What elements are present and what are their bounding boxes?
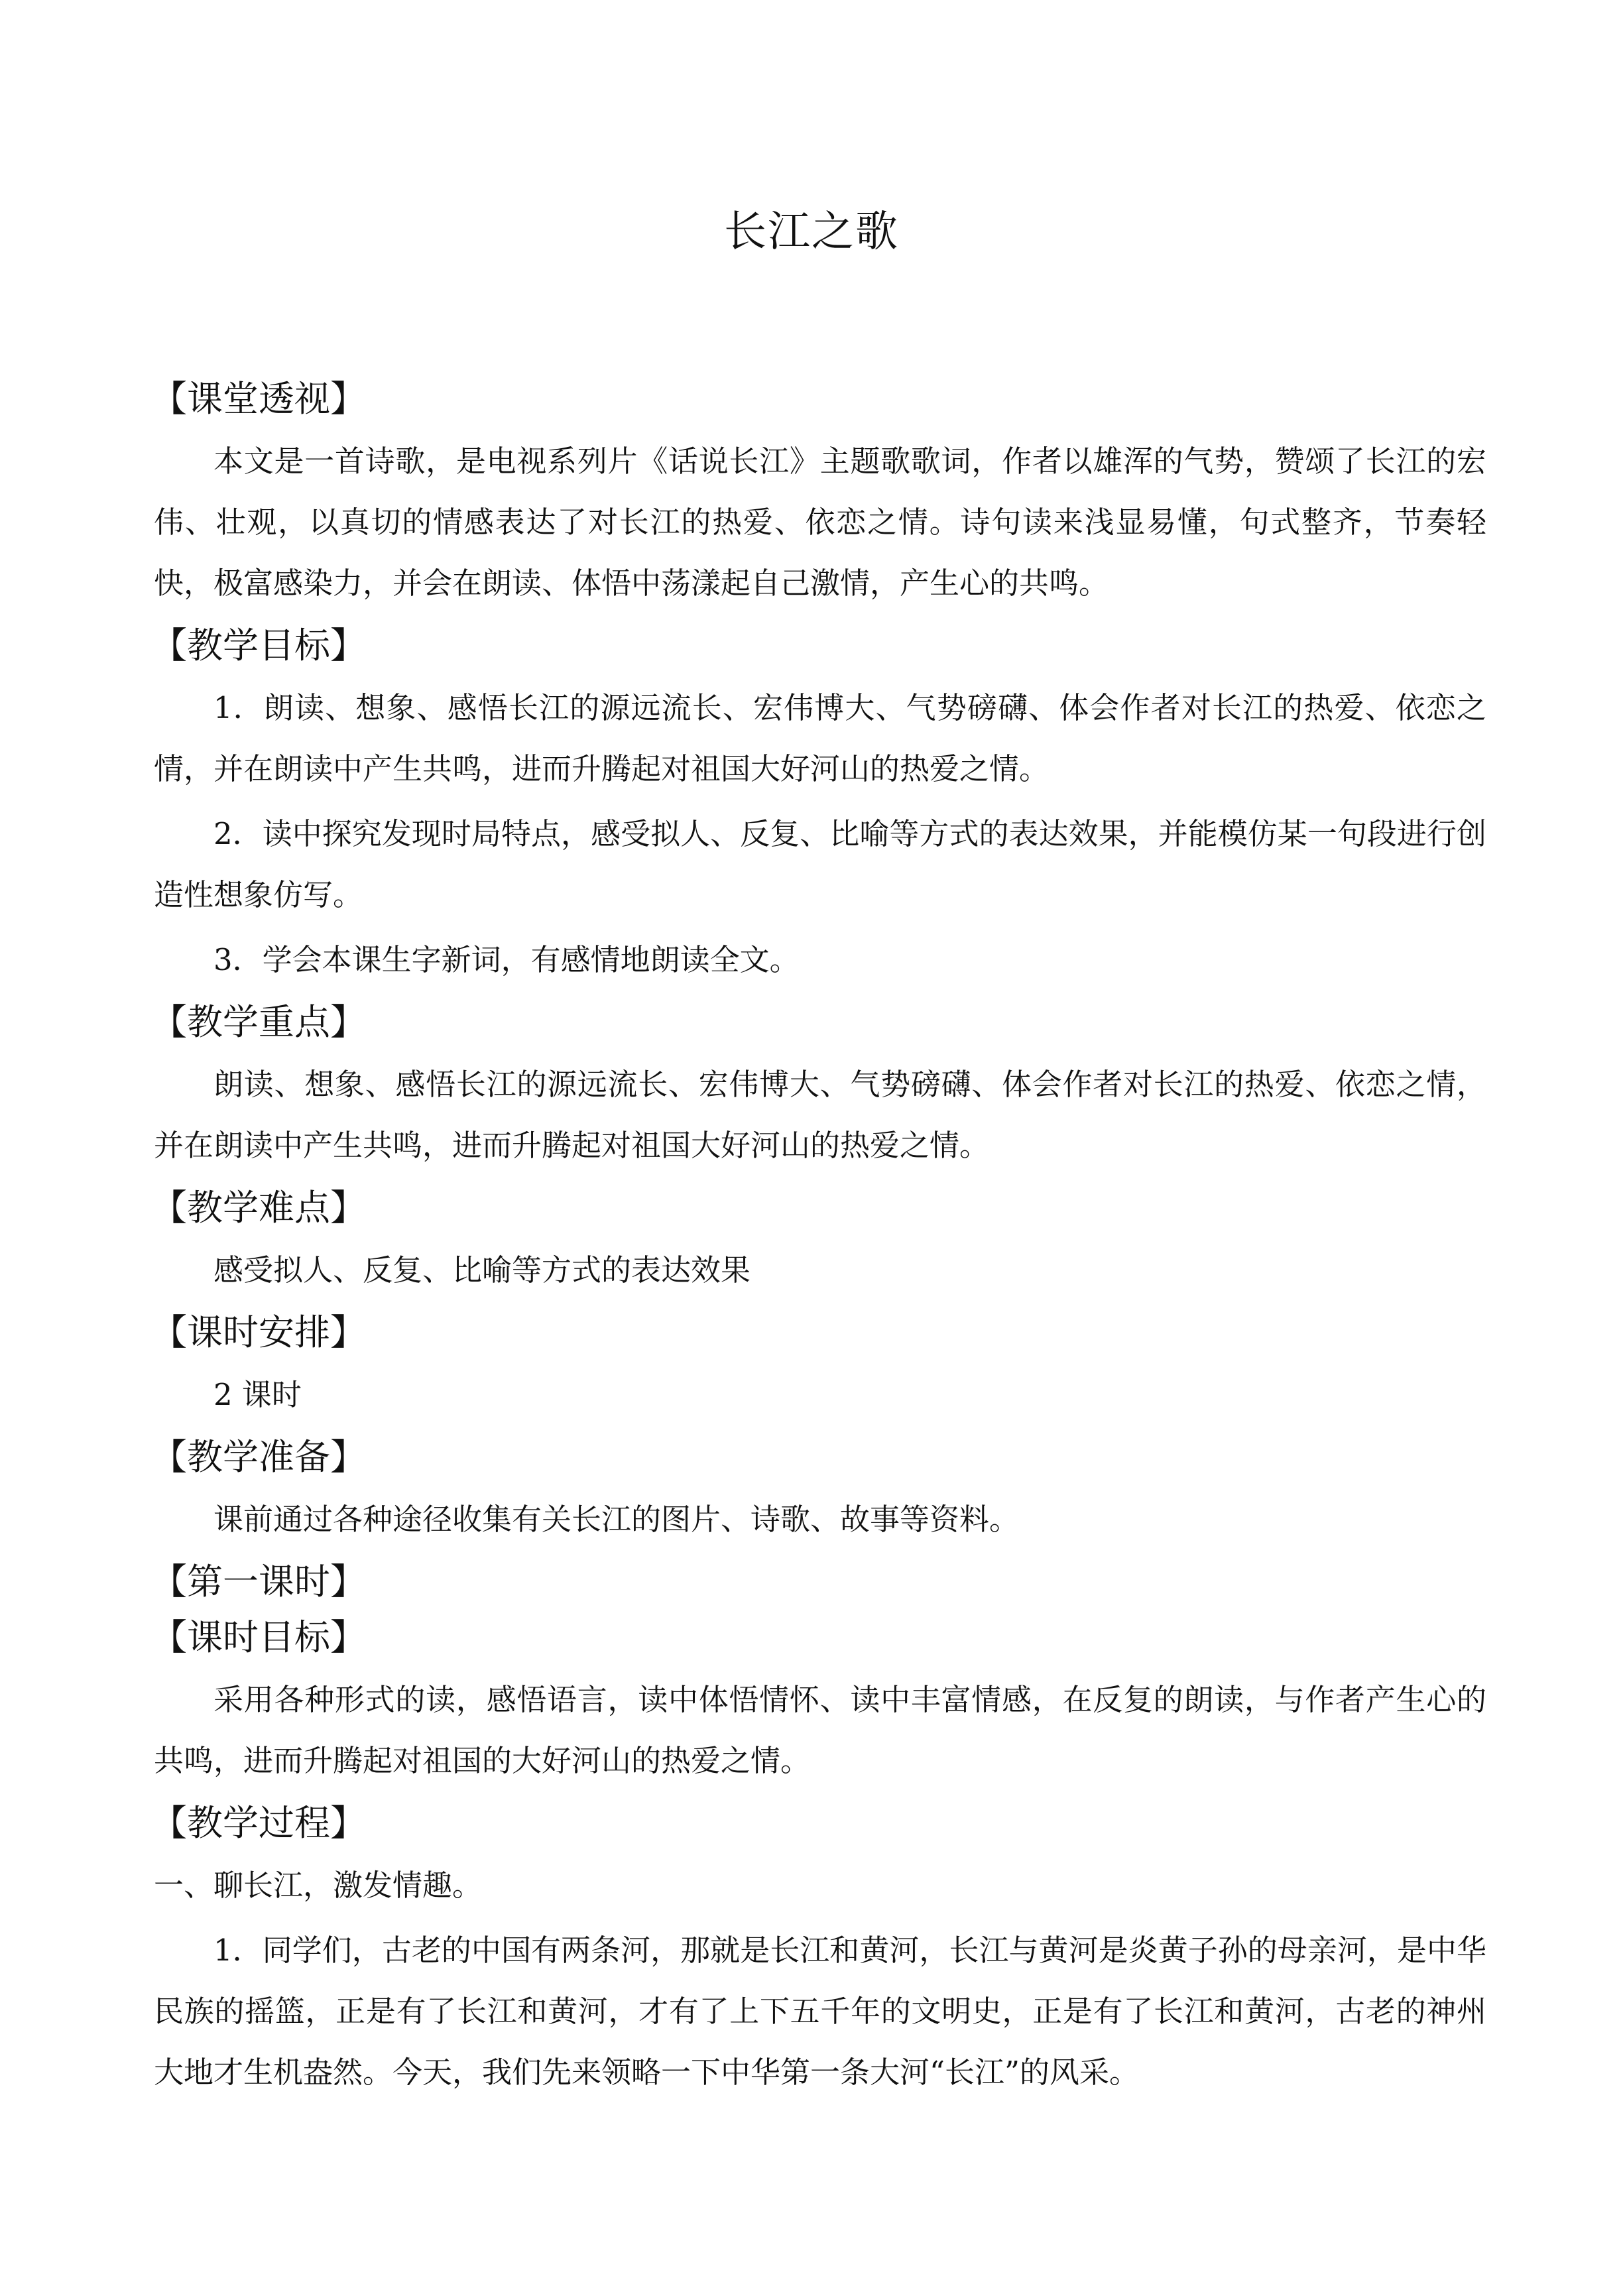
process-step-1: 一、聊长江，激发情趣。 — [154, 1868, 483, 1903]
heading-key-points: 【教学重点】 — [151, 1001, 366, 1043]
heading-lesson-goal: 【课时目标】 — [151, 1616, 366, 1658]
page-title: 长江之歌 — [724, 208, 899, 257]
document-body — [151, 371, 1486, 2107]
heading-preparation: 【教学准备】 — [151, 1436, 366, 1478]
heading-goals: 【教学目标】 — [151, 625, 366, 666]
heading-schedule: 【课时安排】 — [151, 1311, 366, 1353]
paragraph-preparation: 课前通过各种途径收集有关长江的图片、诗歌、故事等资料。 — [213, 1502, 1020, 1537]
heading-lesson-1: 【第一课时】 — [151, 1561, 366, 1602]
heading-process: 【教学过程】 — [151, 1802, 366, 1844]
paragraph-key-points: 朗读、想象、感悟长江的源远流长、宏伟博大、气势磅礴、体会作者对长江的热爱、依恋之情，并在朗读中产生共鸣，进而升腾起对祖国大好河山的热爱之情。 — [154, 1067, 1486, 1163]
paragraph-schedule: 2 课时 — [213, 1377, 302, 1412]
goal-item-2: 2．读中探究发现时局特点，感受拟人、反复、比喻等方式的表达效果，并能模仿某一句段进行创造性想象仿写。 — [154, 816, 1486, 912]
heading-difficulties: 【教学难点】 — [151, 1187, 366, 1229]
goal-item-3: 3．学会本课生字新词，有感情地朗读全文。 — [213, 942, 800, 977]
goal-item-1: 1．朗读、想象、感悟长江的源远流长、宏伟博大、气势磅礴、体会作者对长江的热爱、依恋之情，并在朗读中产生共鸣，进而升腾起对祖国大好河山的热爱之情。 — [154, 690, 1486, 786]
paragraph-lesson-goal: 采用各种形式的读，感悟语言，读中体悟情怀、读中丰富情感，在反复的朗读，与作者产生心的共鸣，进而升腾起对祖国的大好河山的热爱之情。 — [154, 1682, 1486, 1778]
paragraph-difficulties: 感受拟人、反复、比喻等方式的表达效果 — [213, 1252, 751, 1288]
process-step-1-text: 1．同学们，古老的中国有两条河，那就是长江和黄河，长江与黄河是炎黄子孙的母亲河，是中华民族的摇篮，正是有了长江和黄河，才有了上下五千年的文明史，正是有了长江和黄河，古老的神州大地才生机盎然。今天，我们先来领略一下中华第一条大河“长江”的风采。 — [154, 1933, 1486, 2090]
heading-overview: 【课堂透视】 — [151, 378, 366, 420]
paragraph-overview: 本文是一首诗歌，是电视系列片《话说长江》主题歌歌词，作者以雄浑的气势，赞颂了长江的宏伟、壮观，以真切的情感表达了对长江的热爱、依恋之情。诗句读来浅显易懂，句式整齐，节奏轻快，极富感染力，并会在朗读、体悟中荡漾起自己激情，产生心的共鸣。 — [154, 444, 1486, 601]
